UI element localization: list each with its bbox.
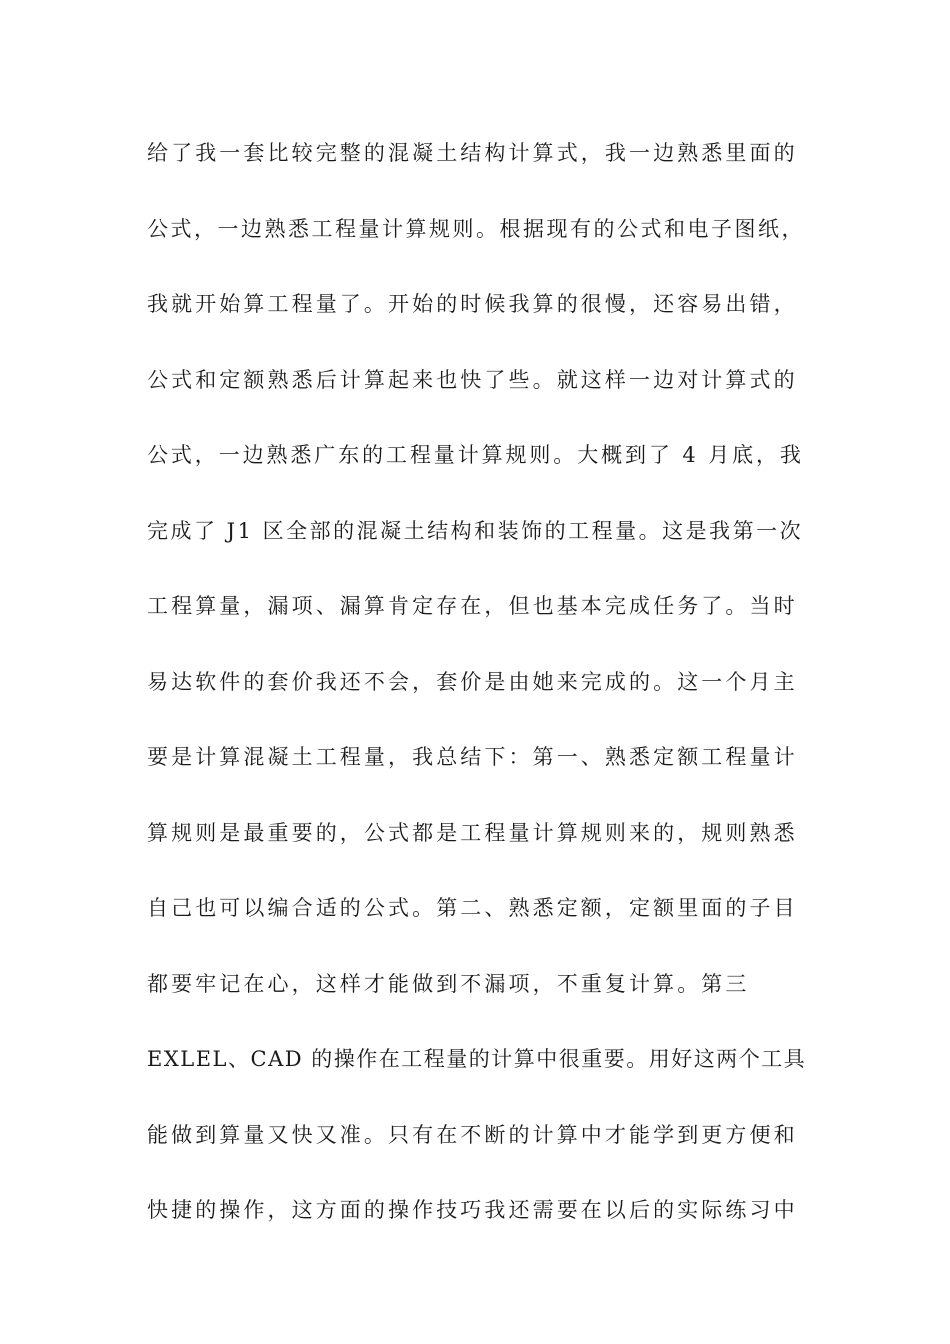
- text-line: 公式，一边熟悉工程量计算规则。根据现有的公式和电子图纸，: [147, 216, 805, 241]
- text-line: 能做到算量又快又准。只有在不断的计算中才能学到更方便和: [147, 1122, 798, 1147]
- text-line: 给了我一套比较完整的混凝土结构计算式，我一边熟悉里面的: [147, 141, 798, 165]
- text-line: 自己也可以编合适的公式。第二、熟悉定额，定额里面的子目: [147, 896, 798, 920]
- text-line: 要是计算混凝土工程量，我总结下：第一、熟悉定额工程量计: [147, 745, 798, 769]
- text-line: 算规则是最重要的，公式都是工程量计算规则来的，规则熟悉: [147, 820, 798, 845]
- text-line: 工程算量，漏项、漏算肯定存在，但也基本完成任务了。当时: [147, 594, 798, 618]
- text-line: 完成了 J1 区全部的混凝土结构和装饰的工程量。这是我第一次: [147, 518, 804, 543]
- text-line: 我就开始算工程量了。开始的时候我算的很慢，还容易出错，: [147, 292, 798, 316]
- text-line: 公式，一边熟悉广东的工程量计算规则。大概到了 4 月底，我: [147, 443, 804, 467]
- text-line: EXLEL、CAD 的操作在工程量的计算中很重要。用好这两个工具: [147, 1047, 807, 1071]
- text-line: 公式和定额熟悉后计算起来也快了些。就这样一边对计算式的: [147, 367, 798, 392]
- body-text: [147, 133, 807, 1266]
- text-line: 易达软件的套价我还不会，套价是由她来完成的。这一个月主: [147, 669, 798, 694]
- text-line: 都要牢记在心，这样才能做到不漏项，不重复计算。第三: [147, 971, 750, 996]
- text-line: 快捷的操作，这方面的操作技巧我还需要在以后的实际练习中: [147, 1198, 798, 1222]
